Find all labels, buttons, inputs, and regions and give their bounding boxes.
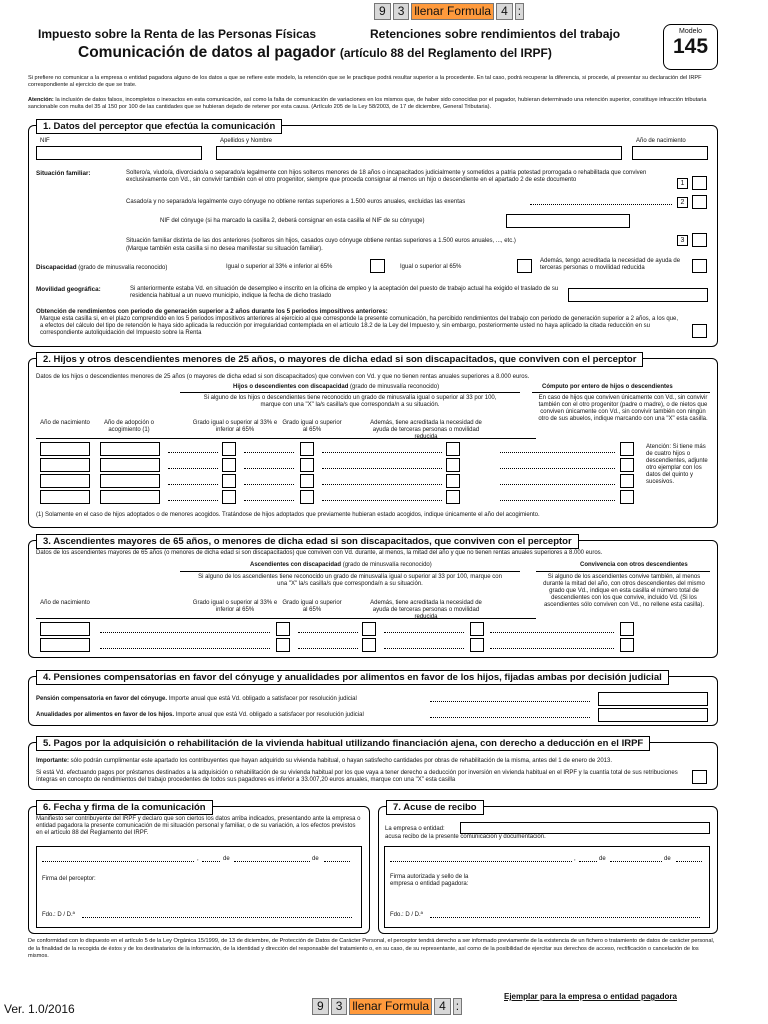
s3-col-33: Grado igual o superior al 33% e inferior al 65% (192, 600, 278, 613)
housing-important (36, 758, 716, 765)
name-input[interactable] (216, 146, 622, 160)
child-help-leader (322, 468, 442, 469)
children-computo-head: Cómputo por entero de hijos o descendientes (542, 384, 673, 390)
mobility-date-input[interactable] (568, 288, 708, 302)
child-33-checkbox[interactable] (222, 442, 236, 456)
alimony-spouse-bold: Pensión compensatoria en favor del cónyuge. (36, 696, 168, 702)
ascendant-birth-year-input[interactable] (40, 638, 90, 652)
ascendant-33-checkbox[interactable] (276, 622, 290, 636)
child-help-leader (322, 452, 442, 453)
ascendant-conv-leader (490, 648, 614, 649)
alimony-spouse-label (36, 696, 357, 703)
child-computo-leader (500, 468, 615, 469)
section-1-title: 1. Datos del perceptor que efectúa la comunicación (36, 119, 282, 134)
option-2-leader (530, 204, 672, 205)
ascendant-conv-input[interactable] (620, 638, 634, 652)
page-title (78, 44, 552, 62)
ascendant-33-leader (100, 632, 270, 633)
intro-warning (28, 97, 720, 111)
s7-day-line[interactable] (579, 861, 597, 862)
s6-firma-label: Firma del perceptor: (42, 876, 96, 882)
alimony-spouse-text: Importe anual que está Vd. obligado a satisfacer por resolución judicial (167, 696, 357, 702)
family-option-3-text: Situación familiar distinta de las dos anteriores (solteros sin hijos, casados cuyo cónyuge obtiene rentas superiores a 1.500 euros anuales, ..., etc.) (126, 238, 516, 244)
s6-year-line[interactable] (324, 861, 350, 862)
option-2-number: 2 (677, 197, 688, 208)
receipt-company-label: La empresa o entidad: (385, 826, 445, 832)
intro-paragraph: Si prefiere no comunicar a la empresa o entidad pagadora alguno de los datos a que se refiere este modelo, la retención que se le practique podrá resultar superior a la procedente. En tal caso, podrá recuperar la diferencia, si procede, al presentar su declaración del IRPF correspondiente al ejercicio de que se trate. (28, 75, 702, 88)
disability-help-label: Además, tengo acreditada la necesidad de ayuda de terceras personas o movilidad reducida (540, 258, 681, 271)
housing-important-text: sólo podrán cumplimentar este apartado los contribuyentes que hayan adquirido su vivienda habitual, o hayan satisfecho cantidades por obras de rehabilitación de la misma, antes del 1 de enero de 2013. (69, 758, 613, 764)
ascendants-conv-head: Convivencia con otros descendientes (580, 562, 688, 568)
s6-fdo-line[interactable] (82, 917, 352, 918)
page-title-sub: (artículo 88 del Reglamento del IRPF) (339, 46, 552, 60)
child-help-checkbox[interactable] (446, 474, 460, 488)
page-title-main: Comunicación de datos al pagador (78, 44, 336, 61)
child-birth-year-input[interactable] (40, 458, 90, 472)
s3-col-rule (36, 618, 536, 619)
ascendant-birth-year-input[interactable] (40, 622, 90, 636)
ascendant-65-checkbox[interactable] (362, 638, 376, 652)
data-protection-text: De conformidad con lo dispuesto en el artículo 5 de la Ley Orgánica 15/1999, de 13 de diciembre, de Protección de Datos de Carácter Personal, el perceptor tendrá derecho a ser informado previamente de la existencia de un fichero o tratamiento de datos de carácter personal, de la finalidad de la recogida de éstos y de los destinatarios de la información, de la identidad y dirección del responsable del tratamiento o, en su caso, de su representante, así como de la posibilidad de ejercitar sus derechos de acceso, rectificación o cancelación de los mismos. (28, 938, 715, 959)
child-33-leader (168, 468, 218, 469)
signature-declaration: Manifiesto ser contribuyente del IRPF y declaro que son ciertos los datos arriba indicados, presentando ante la empresa o entidad pagadora la presente comunicación de mi situación personal y familiar, o de su variación, a los efectos previstos en el artículo 88 del Reglamento del IRPF. (36, 816, 361, 836)
child-help-checkbox[interactable] (446, 442, 460, 456)
child-65-checkbox[interactable] (300, 490, 314, 504)
child-adoption-year-input[interactable] (100, 458, 160, 472)
alimony-spouse-leader (430, 701, 590, 702)
s7-fdo-label: Fdo.: D / D.ª (390, 912, 423, 918)
child-computo-checkbox[interactable] (620, 442, 634, 456)
copy-label: Ejemplar para la empresa o entidad pagadora (504, 992, 677, 1001)
ascendant-65-checkbox[interactable] (362, 622, 376, 636)
child-adoption-year-input[interactable] (100, 490, 160, 504)
model-number: 145 (672, 35, 709, 58)
top-toolbar (374, 3, 524, 20)
s2-col-adoption: Año de adopción o acogimiento (1) (103, 420, 155, 433)
ascendant-65-leader (298, 632, 358, 633)
toolbar-separator: : (515, 3, 524, 20)
income-period-title: Obtención de rendimientos con periodo de generación superior a 2 años durante los 5 periodos impositivos anteriores: (36, 308, 388, 315)
children-computo-note: En caso de hijos que conviven únicamente con Vd., sin convivir también con el otro progenitor (padre o madre), o de nietos que conviven únicamente con Vd., sin convivir también con ningún otro de sus abuelos, indique marcando con una "X" esta casilla. (538, 395, 708, 422)
ascendants-conv-note: Si alguno de los ascendientes convive también, al menos durante la mitad del año, con otros descendientes del mismo grado que Vd., indique en esta casilla el número total de descendientes con los que convive, incluido Vd. (Si los ascendientes sólo conviven con Vd., no rellene esta casilla). (543, 574, 705, 608)
mobility-text: Si anteriormente estaba Vd. en situación de desempleo e inscrito en la oficina de empleo y la aceptación del puesto de trabajo actual ha exigido el traslado de su residencia habitual a un nuevo municipio, indique la fecha de dicho traslado (130, 286, 559, 299)
child-65-leader (244, 484, 294, 485)
section-2-title: 2. Hijos y otros descendientes menores de 25 años, o mayores de dicha edad si son discapacitados, que conviven con el perceptor (36, 352, 643, 367)
disability-label-bold: Discapacidad (36, 264, 77, 271)
child-computo-leader (500, 500, 615, 501)
s3-conv-rule (536, 571, 710, 572)
s7-firma-label: Firma autorizada y sello de la empresa o entidad pagadora: (390, 874, 469, 887)
toolbar-number-2[interactable]: 3 (393, 3, 410, 20)
child-birth-year-input[interactable] (40, 490, 90, 504)
ascendant-help-leader (384, 632, 464, 633)
bottom-fill-formula-button[interactable]: llenar Formula (349, 998, 432, 1015)
child-33-leader (168, 500, 218, 501)
disability-65-checkbox[interactable] (517, 259, 532, 273)
disability-help-checkbox[interactable] (692, 259, 707, 273)
ascendant-33-leader (100, 648, 270, 649)
ascendant-help-leader (384, 648, 464, 649)
child-birth-year-input[interactable] (40, 442, 90, 456)
s2-col-birth: Año de nacimiento (40, 420, 90, 426)
s2-col-33: Grado igual o superior al 33% e inferior al 65% (192, 420, 278, 433)
s2-col-65: Grado igual o superior al 65% (282, 420, 342, 433)
s7-comma: , (574, 856, 576, 862)
alimony-children-input[interactable] (598, 708, 708, 722)
toolbar-number-1[interactable]: 9 (374, 3, 391, 20)
child-65-checkbox[interactable] (300, 442, 314, 456)
child-computo-checkbox[interactable] (620, 490, 634, 504)
children-atencion: Atención: Si tiene más de cuatro hijos o descendientes, adjunte otro ejemplar con los datos del quinto y sucesivos. (646, 444, 708, 485)
ascendant-help-checkbox[interactable] (470, 638, 484, 652)
section-6-title: 6. Fecha y firma de la comunicación (36, 800, 213, 815)
alimony-children-label (36, 712, 364, 719)
s3-col-65: Grado igual o superior al 65% (282, 600, 342, 613)
child-help-checkbox[interactable] (446, 458, 460, 472)
children-disability-grade: (grado de minusvalía reconocido) (350, 384, 440, 390)
bottom-toolbar (312, 998, 462, 1015)
family-option-1-text: Soltero/a, viudo/a, divorciado/a o separado/a legalmente con hijos solteros menores de 18 años o incapacitados judicialmente y sometidos a patria potestad prorrogada o rehabilitada que conviven exclusivamente con Vd., sin convivir también con el otro progenitor, siempre que proceda consignar al menos un hijo o descendiente en el apartado 2 de este documento (126, 170, 647, 183)
housing-checkbox[interactable] (692, 770, 707, 784)
child-65-leader (244, 468, 294, 469)
birth-year-input[interactable] (632, 146, 708, 160)
receipt-company-input[interactable] (460, 822, 710, 834)
disability-grade: (grado de minusvalía reconocido) (78, 265, 168, 271)
ascendant-help-checkbox[interactable] (470, 622, 484, 636)
option-3-checkbox[interactable] (692, 233, 707, 247)
child-65-leader (244, 500, 294, 501)
child-65-checkbox[interactable] (300, 474, 314, 488)
fill-formula-button[interactable]: llenar Formula (411, 3, 494, 20)
child-computo-leader (500, 484, 615, 485)
s2-computo-rule (532, 392, 710, 393)
children-disability-head (233, 384, 439, 391)
child-adoption-year-input[interactable] (100, 474, 160, 488)
family-option-3-note: (Marque también esta casilla si no desea manifestar su situación familiar). (126, 246, 323, 252)
s3-col-help: Además, tiene acreditada la necesidad de ayuda de terceras personas o movilidad reducida (370, 600, 482, 620)
child-adoption-year-input[interactable] (100, 442, 160, 456)
child-33-checkbox[interactable] (222, 474, 236, 488)
section-3-title: 3. Ascendientes mayores de 65 años, o menores de dicha edad si son discapacitados, que conviven con el perceptor (36, 534, 579, 549)
intro-warning-label: Atención: (28, 97, 54, 103)
disability-33-checkbox[interactable] (370, 259, 385, 273)
s6-fdo-label: Fdo.: D / D.ª (42, 912, 75, 918)
ascendants-disability-grade: (grado de minusvalía reconocido) (342, 562, 432, 568)
s7-year-line[interactable] (676, 861, 702, 862)
s7-de2: de (664, 856, 671, 862)
child-birth-year-input[interactable] (40, 474, 90, 488)
child-33-checkbox[interactable] (222, 458, 236, 472)
ascendant-33-checkbox[interactable] (276, 638, 290, 652)
disability-33-label: Igual o superior al 33% e inferior al 65% (226, 264, 333, 270)
bottom-separator: : (453, 998, 462, 1015)
section-2-intro: Datos de los hijos o descendientes menores de 25 años (o mayores de dicha edad si son discapacitados) que conviven con Vd. y que no tienen rentas anuales superiores a 8.000 euros. (36, 374, 530, 380)
spouse-nif-input[interactable] (506, 214, 630, 228)
alimony-children-leader (430, 717, 590, 718)
receipt-ack-text: acusa recibo de la presente comunicación y documentación. (385, 834, 546, 840)
spouse-nif-label: NIF del cónyuge (si ha marcado la casilla 2, deberá consignar en esta casilla el NIF de su cónyuge) (160, 218, 425, 224)
s6-de1: de (223, 856, 230, 862)
section-7-title: 7. Acuse de recibo (386, 800, 484, 815)
section-3-intro: Datos de los ascendientes mayores de 65 años (o menores de dicha edad si son discapacitados) que conviven con Vd. durante, al menos, la mitad del año y que no tienen rentas anuales superiores a 8.000 euros. (36, 550, 603, 556)
option-1-checkbox[interactable] (692, 176, 707, 190)
s6-place-line[interactable] (42, 861, 194, 862)
version-label: Ver. 1.0/2016 (4, 1002, 75, 1016)
child-help-leader (322, 500, 442, 501)
ascendant-65-leader (298, 648, 358, 649)
family-situation-label: Situación familiar: (36, 170, 91, 177)
child-computo-leader (500, 452, 615, 453)
children-disability-head-bold: Hijos o descendientes con discapacidad (233, 384, 349, 390)
bottom-number-2[interactable]: 3 (331, 998, 348, 1015)
child-33-leader (168, 452, 218, 453)
alimony-spouse-input[interactable] (598, 692, 708, 706)
child-33-checkbox[interactable] (222, 490, 236, 504)
disability-label (36, 264, 167, 272)
s2-col-rule (36, 438, 536, 439)
nif-input[interactable] (36, 146, 202, 160)
child-65-leader (244, 452, 294, 453)
s6-comma: , (197, 856, 199, 862)
ascendants-disability-head-bold: Ascendientes con discapacidad (250, 562, 342, 568)
housing-text: Si está Vd. efectuando pagos por préstamos destinados a la adquisición o rehabilitación de su vivienda habitual por los que vaya a tener derecho a deducción por inversión en vivienda habitual en el IRPF y la cuantía total de sus retribuciones íntegras en concepto de rendimientos del trabajo procedentes de todos sus pagadores es inferior a 33.007,20 euros anuales, marque con una "X" esta casilla (36, 770, 678, 783)
ascendants-disability-head (250, 562, 432, 569)
option-1-number: 1 (677, 178, 688, 189)
s3-head-rule (180, 571, 520, 572)
bottom-number-1[interactable]: 9 (312, 998, 329, 1015)
alimony-children-bold: Anualidades por alimentos en favor de los hijos. (36, 712, 175, 718)
alimony-children-text: Importe anual que está Vd. obligado a satisfacer por resolución judicial (174, 712, 364, 718)
option-3-number: 3 (677, 235, 688, 246)
section-5-title: 5. Pagos por la adquisición o rehabilitación de la vivienda habitual utilizando financiación ajena, con derecho a deducción en el IRPF (36, 736, 650, 751)
s7-de1: de (599, 856, 606, 862)
option-2-checkbox[interactable] (692, 195, 707, 209)
nif-label: NIF (40, 138, 50, 144)
ascendant-conv-input[interactable] (620, 622, 634, 636)
child-computo-checkbox[interactable] (620, 458, 634, 472)
income-period-checkbox[interactable] (692, 324, 707, 338)
s6-month-line[interactable] (234, 861, 310, 862)
child-33-leader (168, 484, 218, 485)
children-disability-note: Si alguno de los hijos o descendientes tiene reconocido un grado de minusvalía igual o superior al 33 por 100, marque con una "X" la/s casilla/s que corresponda/n a su situación. (203, 395, 497, 408)
housing-important-label: Importante: (36, 758, 69, 764)
toolbar-number-3[interactable]: 4 (496, 3, 513, 20)
mobility-label: Movilidad geográfica: (36, 286, 101, 293)
bottom-number-3[interactable]: 4 (434, 998, 451, 1015)
s2-col-help: Además, tiene acreditada la necesidad de ayuda de terceras personas o movilidad reducida (370, 420, 482, 440)
section-4-title: 4. Pensiones compensatorias en favor del cónyuge y anualidades por alimentos en favor de los hijos, fijadas ambas por decisión judicial (36, 670, 669, 685)
s2-head-rule (180, 392, 520, 393)
header-tax-title: Impuesto sobre la Renta de las Personas Físicas (38, 27, 317, 41)
s6-de2: de (312, 856, 319, 862)
child-65-checkbox[interactable] (300, 458, 314, 472)
child-computo-checkbox[interactable] (620, 474, 634, 488)
income-period-text: Marque esta casilla si, en el plazo comprendido en los 5 periodos impositivos anteriores al ejercicio al que corresponde la presente comunicación, ha percibido rendimientos del trabajo con periodo de generación superior a 2 años, a los que, a efectos del cálculo del tipo de retención le haya sido aplicada la reducción por irregularidad contemplada en el artículo 18.2 de la Ley del Impuesto y, sin embargo, posteriormente usted no haya aplicado la citada reducción en su correspondiente autoliquidación del Impuesto sobre la Renta (40, 316, 679, 336)
s7-fdo-line[interactable] (430, 917, 700, 918)
intro-warning-text: la inclusión de datos falsos, incompletos o inexactos en esta comunicación, así como la falta de comunicación de variaciones en los mismos que, de haber sido conocidas por el pagador, hubieran determinado una retención superior, constituye infracción tributaria sancionable con multa del 35 al 150 por 100 de las cantidades que se hubieran dejado de retener por esta causa. (Artículo 205 de la Ley 58/2003, de 17 de diciembre, General Tributaria). (28, 97, 707, 110)
children-footnote: (1) Solamente en el caso de hijos adoptados o de menores acogidos. Tratándose de hijos adoptados que previamente hubieran estado acogidos, indique únicamente el año del acogimiento. (36, 512, 540, 518)
ascendant-conv-leader (490, 632, 614, 633)
ascendants-disability-note: Si alguno de los ascendientes tiene reconocido un grado de minusvalía igual o superior al 33 por 100, marque con una "X" la/s casilla/s que corresponda/n a su situación. (198, 574, 502, 587)
header-retention-title: Retenciones sobre rendimientos del trabajo (370, 27, 621, 41)
disability-65-label: Igual o superior al 65% (400, 264, 462, 270)
model-label: Modelo (679, 28, 702, 35)
family-option-2-text: Casado/a y no separado/a legalmente cuyo cónyuge no obtiene rentas superiores a 1.500 euros anuales, excluidas las exentas (126, 199, 466, 205)
birth-year-label: Año de nacimiento (636, 138, 686, 144)
child-help-checkbox[interactable] (446, 490, 460, 504)
s6-day-line[interactable] (202, 861, 220, 862)
name-label: Apellidos y Nombre (220, 138, 273, 144)
s7-month-line[interactable] (610, 861, 662, 862)
model-box (663, 24, 718, 70)
s3-col-birth: Año de nacimiento (40, 600, 90, 606)
child-help-leader (322, 484, 442, 485)
s7-place-line[interactable] (390, 861, 572, 862)
